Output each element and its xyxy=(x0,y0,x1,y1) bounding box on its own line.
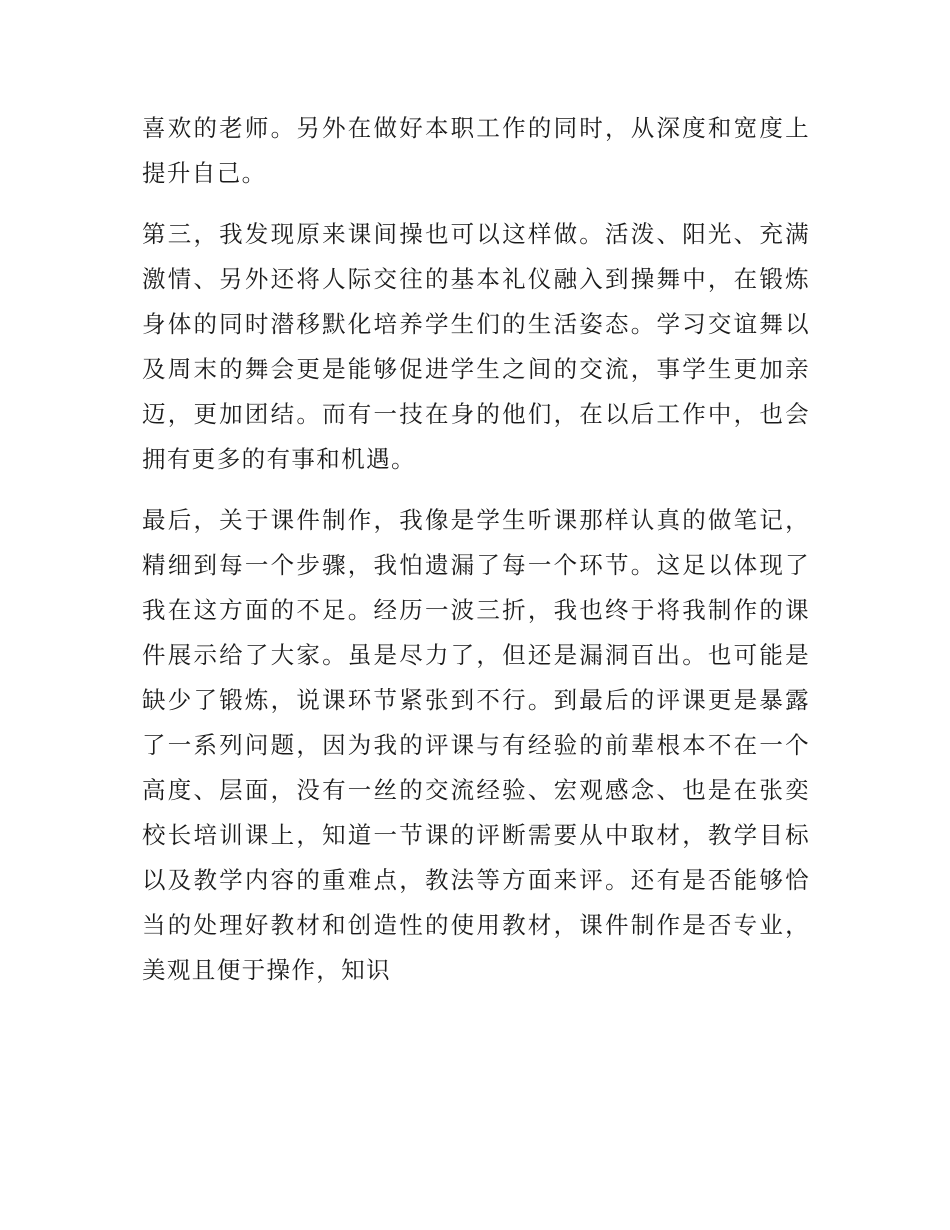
paragraph-third-point: 第三，我发现原来课间操也可以这样做。活泼、阳光、充满激情、另外还将人际交往的基本礼仪融入到操舞中，在锻炼身体的同时潜移默化培养学生们的生活姿态。学习交谊舞以及周末的舞会更是能够促进学生之间的交流，事学生更加亲迈，更加团结。而有一技在身的他们，在以后工作中，也会拥有更多的有事和机遇。 xyxy=(142,220,810,473)
document-body xyxy=(142,106,810,993)
paragraph-intro-continuation: 喜欢的老师。另外在做好本职工作的同时，从深度和宽度上提升自己。 xyxy=(142,114,810,187)
paragraph-final-point: 最后，关于课件制作，我像是学生听课那样认真的做笔记，精细到每一个步骤，我怕遗漏了每一个环节。这足以体现了我在这方面的不足。经历一波三折，我也终于将我制作的课件展示给了大家。虽是尽力了，但还是漏洞百出。也可能是缺少了锻炼，说课环节紧张到不行。到最后的评课更是暴露了一系列问题，因为我的评课与有经验的前辈根本不在一个高度、层面，没有一丝的交流经验、宏观感念、也是在张奕校长培训课上，知道一节课的评断需要从中取材，教学目标以及教学内容的重难点，教法等方面来评。还有是否能够恰当的处理好教材和创造性的使用教材，课件制作是否专业，美观且便于操作，知识 xyxy=(142,506,810,984)
